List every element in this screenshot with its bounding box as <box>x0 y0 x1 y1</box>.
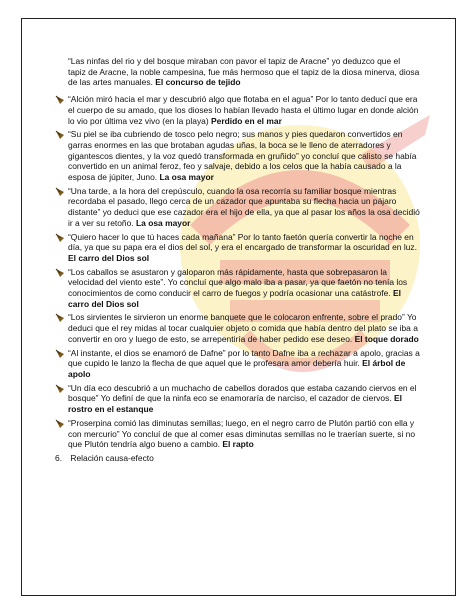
list-item <box>68 267 420 310</box>
item-tag: El árbol de apolo <box>68 358 406 379</box>
intro-text: “Las ninfas del rio y del bosque miraban con pavor el tapiz de Aracne” yo deduzco que el tapiz de Aracne, la noble campesina, fue más hermoso que el tapiz de la diosa minerva, diosa de las artes manuales. <box>68 56 420 88</box>
item-tag: El toque dorado <box>354 333 419 344</box>
pen-nib-bullet-icon <box>55 349 65 359</box>
item-text: “Al instante, el dios se enamoró de Dafne” por lo tanto Dafne iba a rechazar a apolo, gracias a que cupido le lanzo la flecha de que aquel que le profesara amor debería huir. <box>68 347 420 369</box>
list-item <box>68 129 420 183</box>
pen-nib-bullet-icon <box>55 419 65 429</box>
item-text: “Una tarde, a la hora del crepúsculo, cuando la osa recorría su familiar bosque mientras recordaba el pasado, llego cerca de un cazador que apuntaba su flecha hacia un pájaro distante” yo deduci que ese cazador era el hijo de ella, ya que al pasar los años la osa decidió ir a ver su retoño. <box>68 185 420 228</box>
item-tag: El rapto <box>222 439 254 450</box>
item-tag: El rostro en el estanque <box>68 393 402 415</box>
item-text: “Quiero hacer lo que tú haces cada mañana” Por lo tanto faetón quería convertir la noche en día, ya que su papa era el dios del sol, y era el encargado de transformar la oscuridad en luz. <box>68 231 417 253</box>
pen-nib-bullet-icon <box>55 95 65 105</box>
item-tag: La osa mayor <box>136 217 191 228</box>
heading-number: 6. <box>55 452 63 463</box>
intro-paragraph <box>68 56 420 88</box>
numbered-heading <box>55 453 420 464</box>
document-body <box>55 56 420 464</box>
item-text: “Proserpina comió las diminutas semillas; luego, en el negro carro de Plutón partió con ella y con mercurio” Yo concluí de que al comer esas diminutas semillas no le traerían suerte, si no que Plutón tendría algo bueno a cambio. <box>68 417 416 450</box>
heading-text: Relación causa-efecto <box>70 452 154 463</box>
item-text: “Alción miró hacia el mar y descubrió algo que flotaba en el agua” Por lo tanto deducí que era el cuerpo de su amado, que los dioses lo habían llevado hasta el último lugar en donde alción lo vio por última vez vivo (en la playa) <box>68 94 419 126</box>
item-text: “Los caballos se asustaron y galoparon más rápidamente, hasta que sobrepasaron la velocidad del viento este”. Yo concluí que algo malo iba a pasar, ya que faetón no tenía los conocimientos de como conducir el carro de fuegos y podría ocasionar una catástrofe. <box>68 266 408 299</box>
pen-nib-bullet-icon <box>55 233 65 243</box>
item-tag: El carro del Dios sol <box>68 252 150 263</box>
item-text: “Los sirvientes le sirvieron un enorme banquete que le colocaron enfrente, sobre el prado” Yo deduci que el rey midas al tocar cualquier objeto o comida que había dentro del plato se iba a convertir en oro y luego de esto, se arrepentiría de haber pedido ese deseo. <box>68 312 418 344</box>
pen-nib-bullet-icon <box>55 313 65 323</box>
list-item <box>68 348 420 380</box>
pen-nib-bullet-icon <box>55 268 65 278</box>
list-item <box>68 232 420 264</box>
pen-nib-bullet-icon <box>55 187 65 197</box>
list-item <box>68 383 420 415</box>
item-tag: El carro del Dios sol <box>68 288 402 309</box>
pen-nib-bullet-icon <box>55 384 65 394</box>
item-tag: Perdido en el mar <box>211 115 282 126</box>
item-tag: La osa mayor <box>159 172 214 183</box>
list-item <box>68 186 420 229</box>
bullet-list <box>68 94 420 450</box>
list-item <box>68 418 420 450</box>
pen-nib-bullet-icon <box>55 130 65 140</box>
intro-tag: El concurso de tejido <box>155 77 241 88</box>
item-text: “Un día eco descubrió a un muchacho de cabellos dorados que estaba cazando ciervos en el bosque” Yo definí de que la ninfa eco se enamoraría de narciso, el cazador de ciervos. <box>68 382 417 404</box>
list-item <box>68 312 420 344</box>
item-text: “Su piel se iba cubriendo de tosco pelo negro; sus manos y pies quedaron convertidos en garras enormes en las que brotaban agudas uñas, la boca se le lleno de aterradores y gigantescos dientes, y la voz quedó transformada en gruñido” yo concluí que calisto se había convertido en un animal feroz, feo y salvaje, debido a los celos que la había causado a la esposa de júpiter, Juno. <box>68 129 417 183</box>
list-item <box>68 94 420 126</box>
